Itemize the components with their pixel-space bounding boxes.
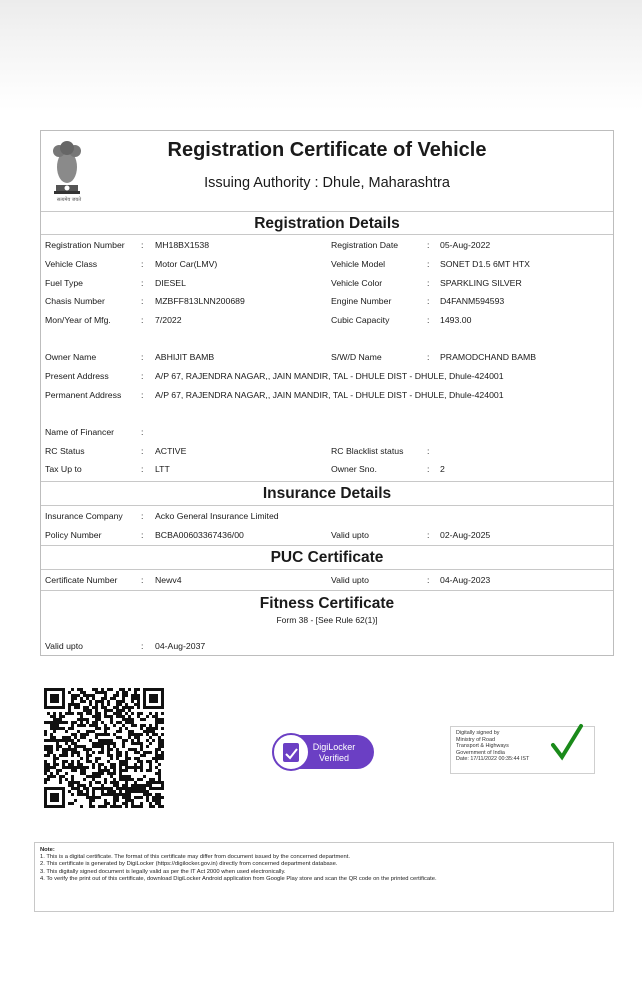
rc-status-row: RC Status : ACTIVE RC Blacklist status : bbox=[45, 446, 430, 456]
field-label: Cubic Capacity bbox=[331, 315, 390, 325]
digital-signature bbox=[450, 726, 595, 774]
certificate-header bbox=[41, 131, 613, 212]
field-value: SPARKLING SILVER bbox=[440, 278, 522, 288]
note-item: 3. This digitally signed document is legally valid as per the IT Act 2000 when used electronically. bbox=[40, 868, 286, 875]
puc-certificate-heading: PUC Certificate bbox=[270, 549, 384, 566]
qr-finder-pattern bbox=[50, 694, 59, 703]
signature-line: Digitally signed by bbox=[456, 730, 500, 736]
present-address: A/P 67, RAJENDRA NAGAR,, JAIN MANDIR, TAL - DHULE DIST - DHULE, Dhule-424001 bbox=[155, 371, 504, 381]
field-label: Engine Number bbox=[331, 296, 392, 306]
field-label: RC Status bbox=[45, 446, 85, 456]
field-label: Mon/Year of Mfg. bbox=[45, 315, 111, 325]
field-value: MH18BX1538 bbox=[155, 240, 210, 250]
divider bbox=[41, 505, 613, 506]
issuing-authority: Issuing Authority : Dhule, Maharashtra bbox=[204, 175, 450, 191]
detail-row: Mon/Year of Mfg. : 7/2022 Cubic Capacity : 1493.00 bbox=[45, 315, 472, 325]
field-label: Policy Number bbox=[45, 530, 102, 540]
checkmark-icon bbox=[550, 723, 584, 763]
tax-row: Tax Up to : LTT Owner Sno. : 2 bbox=[45, 464, 445, 474]
puc-row: Certificate Number : Newv4 Valid upto : 04-Aug-2023 bbox=[45, 575, 491, 585]
field-label: Fuel Type bbox=[45, 278, 83, 288]
digilocker-icon bbox=[283, 743, 299, 762]
divider bbox=[41, 234, 613, 235]
field-value: SONET D1.5 6MT HTX bbox=[440, 259, 530, 269]
detail-row: Fuel Type : DIESEL Vehicle Color : SPARKLING SILVER bbox=[45, 278, 522, 288]
fitness-valid-upto: 04-Aug-2037 bbox=[155, 641, 206, 651]
puc-number: Newv4 bbox=[155, 575, 182, 585]
divider bbox=[41, 545, 613, 546]
field-label: Vehicle Color bbox=[331, 278, 383, 288]
divider bbox=[41, 590, 613, 591]
insurance-valid-upto: 02-Aug-2025 bbox=[440, 530, 491, 540]
fitness-row: Valid upto : 04-Aug-2037 bbox=[45, 641, 206, 651]
fitness-certificate-heading: Fitness Certificate bbox=[259, 595, 395, 612]
badge-line1: DigiLocker bbox=[312, 742, 356, 752]
fitness-form-reference: Form 38 - [See Rule 62(1)] bbox=[276, 615, 378, 625]
qr-finder-pattern bbox=[50, 793, 59, 802]
field-label: Name of Financer bbox=[45, 427, 115, 437]
permanent-address: A/P 67, RAJENDRA NAGAR,, JAIN MANDIR, TAL - DHULE DIST - DHULE, Dhule-424001 bbox=[155, 390, 504, 400]
note-item: 2. This certificate is generated by DigiLocker (https://digilocker.gov.in) directly from concerned department database. bbox=[40, 861, 338, 868]
swd-name: PRAMODCHAND BAMB bbox=[440, 352, 537, 362]
field-label: Valid upto bbox=[331, 530, 369, 540]
field-label: Tax Up to bbox=[45, 464, 82, 474]
field-label: Registration Number bbox=[45, 240, 125, 250]
field-label: Owner Sno. bbox=[331, 464, 377, 474]
financer-row: Name of Financer : bbox=[45, 427, 144, 437]
field-label: Registration Date bbox=[331, 240, 399, 250]
field-value: Motor Car(LMV) bbox=[155, 259, 218, 269]
owner-name: ABHIJIT BAMB bbox=[155, 352, 215, 362]
qr-finder-pattern bbox=[149, 694, 158, 703]
detail-row: Chasis Number : MZBFF813LNN200689 Engine Number : D4FANM594593 bbox=[45, 296, 505, 306]
registration-details-heading: Registration Details bbox=[254, 215, 400, 232]
tax-upto: LTT bbox=[155, 464, 170, 474]
field-label: Vehicle Model bbox=[331, 259, 386, 269]
owner-row: Owner Name : ABHIJIT BAMB S/W/D Name : PRAMODCHAND BAMB bbox=[45, 352, 537, 362]
divider bbox=[41, 481, 613, 482]
puc-valid-upto: 04-Aug-2023 bbox=[440, 575, 491, 585]
signature-line: Ministry of Road bbox=[456, 736, 495, 743]
insurance-company-row: Insurance Company : Acko General Insurance Limited bbox=[45, 511, 279, 521]
field-value: D4FANM594593 bbox=[440, 296, 505, 306]
field-label: Valid upto bbox=[331, 575, 369, 585]
certificate-title: Registration Certificate of Vehicle bbox=[167, 139, 487, 161]
signature-line: Transport & Highways bbox=[456, 743, 509, 750]
detail-row: Vehicle Class : Motor Car(LMV) Vehicle Model : SONET D1.5 6MT HTX bbox=[45, 259, 530, 269]
field-value: 7/2022 bbox=[155, 315, 182, 325]
field-label: Owner Name bbox=[45, 352, 97, 362]
divider bbox=[41, 569, 613, 570]
field-value: 05-Aug-2022 bbox=[440, 240, 491, 250]
field-label: S/W/D Name bbox=[331, 352, 382, 362]
owner-sno: 2 bbox=[440, 464, 445, 474]
present-address-row: Present Address : A/P 67, RAJENDRA NAGAR,, JAIN MANDIR, TAL - DHULE DIST - DHULE, Dhule-424001 bbox=[45, 371, 504, 381]
signature-line: Date: 17/11/2022 00:35:44 IST bbox=[456, 756, 530, 763]
registration-certificate bbox=[40, 130, 614, 656]
badge-line2: Verified bbox=[318, 753, 350, 763]
qr-code bbox=[44, 688, 164, 808]
field-label: Certificate Number bbox=[45, 575, 118, 585]
field-value: MZBFF813LNN200689 bbox=[155, 296, 245, 306]
field-label: Chasis Number bbox=[45, 296, 105, 306]
signature-text bbox=[456, 730, 529, 763]
insurance-company: Acko General Insurance Limited bbox=[155, 511, 279, 521]
field-value: 1493.00 bbox=[440, 315, 472, 325]
insurance-details-heading: Insurance Details bbox=[262, 485, 392, 502]
note-item: 4. To verify the print out of this certificate, download DigiLocker Android application from Google Play store and scan the QR code on the printed certificate. bbox=[40, 875, 437, 882]
field-label: Vehicle Class bbox=[45, 259, 98, 269]
policy-row: Policy Number : BCBA00603367436/00 Valid upto : 02-Aug-2025 bbox=[45, 530, 491, 540]
field-label: Insurance Company bbox=[45, 511, 123, 521]
note-item: 1. This is a digital certificate. The format of this certificate may differ from document issued by the concerned department. bbox=[40, 854, 350, 861]
emblem-caption: सत्यमेव जयते bbox=[56, 197, 82, 203]
policy-number: BCBA00603367436/00 bbox=[155, 530, 244, 540]
rc-status: ACTIVE bbox=[155, 446, 187, 456]
field-label: Valid upto bbox=[45, 641, 83, 651]
field-label: Present Address bbox=[45, 371, 109, 381]
field-value: DIESEL bbox=[155, 278, 186, 288]
permanent-address-row: Permanent Address : A/P 67, RAJENDRA NAGAR,, JAIN MANDIR, TAL - DHULE DIST - DHULE, Dhule-424001 bbox=[45, 390, 504, 400]
detail-row: Registration Number : MH18BX1538 Registration Date : 05-Aug-2022 bbox=[45, 240, 491, 250]
field-label: RC Blacklist status bbox=[331, 446, 404, 456]
notes-title: Note: bbox=[40, 847, 55, 853]
signature-line: Government of India bbox=[456, 749, 505, 756]
notes-box bbox=[34, 842, 614, 912]
digilocker-verified-badge bbox=[272, 733, 376, 771]
field-label: Permanent Address bbox=[45, 390, 122, 400]
